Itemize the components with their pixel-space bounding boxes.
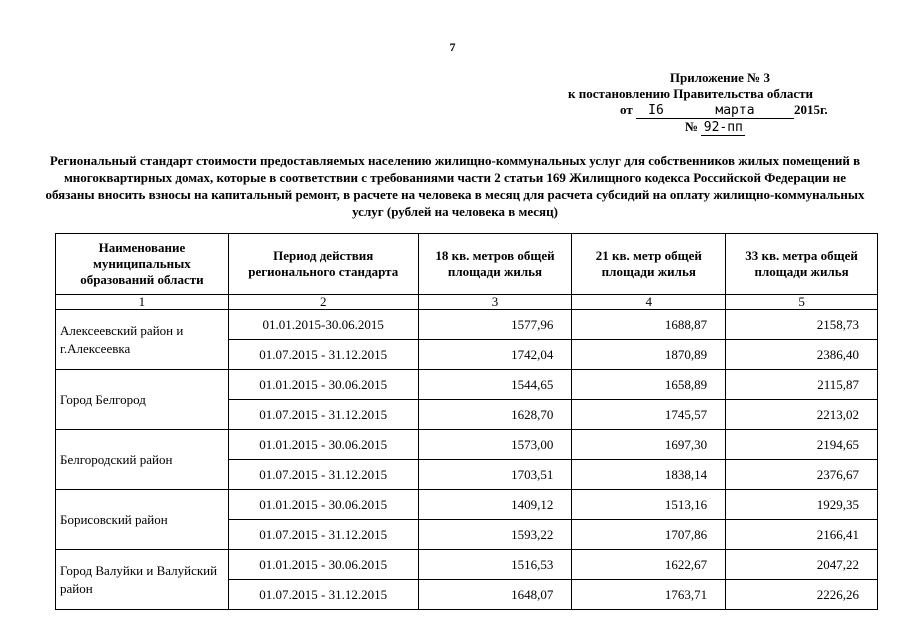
value-18: 1703,51 bbox=[418, 460, 572, 490]
value-18: 1593,22 bbox=[418, 520, 572, 550]
number-prefix: № bbox=[685, 119, 699, 134]
value-21: 1838,14 bbox=[572, 460, 726, 490]
table-row bbox=[56, 430, 878, 460]
table-row bbox=[56, 310, 878, 340]
value-33: 2047,22 bbox=[726, 550, 878, 580]
table-row bbox=[56, 490, 878, 520]
period-cell: 01.01.2015 - 30.06.2015 bbox=[228, 490, 418, 520]
period-cell: 01.01.2015 - 30.06.2015 bbox=[228, 430, 418, 460]
date-day: I6 bbox=[636, 104, 676, 119]
value-21: 1658,89 bbox=[572, 370, 726, 400]
value-33: 2166,41 bbox=[726, 520, 878, 550]
date-year: 2015г. bbox=[793, 102, 828, 117]
value-18: 1742,04 bbox=[418, 340, 572, 370]
column-number: 2 bbox=[228, 295, 418, 310]
page-number: 7 bbox=[449, 40, 456, 54]
value-33: 2226,26 bbox=[726, 580, 878, 610]
period-cell: 01.01.2015-30.06.2015 bbox=[228, 310, 418, 340]
period-cell: 01.07.2015 - 31.12.2015 bbox=[228, 520, 418, 550]
value-21: 1870,89 bbox=[572, 340, 726, 370]
period-cell: 01.01.2015 - 30.06.2015 bbox=[228, 550, 418, 580]
header-21sqm: 21 кв. метр общей площади жилья bbox=[572, 234, 726, 295]
period-cell: 01.07.2015 - 31.12.2015 bbox=[228, 340, 418, 370]
value-33: 2376,67 bbox=[726, 460, 878, 490]
value-21: 1697,30 bbox=[572, 430, 726, 460]
header-period: Период действия регионального стандарта bbox=[228, 234, 418, 295]
appendix-date bbox=[540, 102, 840, 119]
table-row bbox=[56, 370, 878, 400]
period-cell: 01.07.2015 - 31.12.2015 bbox=[228, 460, 418, 490]
value-21: 1513,16 bbox=[572, 490, 726, 520]
value-33: 2386,40 bbox=[726, 340, 878, 370]
header-municipality: Наименование муниципальных образований области bbox=[56, 234, 229, 295]
date-prefix: от bbox=[620, 102, 633, 117]
value-21: 1622,67 bbox=[572, 550, 726, 580]
appendix-resolution: к постановлению Правительства области bbox=[568, 86, 814, 101]
value-33: 2194,65 bbox=[726, 430, 878, 460]
appendix-number bbox=[540, 119, 840, 136]
value-18: 1628,70 bbox=[418, 400, 572, 430]
column-number: 4 bbox=[572, 295, 726, 310]
value-33: 2213,02 bbox=[726, 400, 878, 430]
date-month: марта bbox=[676, 104, 794, 119]
table-row bbox=[56, 550, 878, 580]
header-18sqm: 18 кв. метров общей площади жилья bbox=[418, 234, 572, 295]
region-name: Город Белгород bbox=[56, 370, 229, 430]
value-18: 1577,96 bbox=[418, 310, 572, 340]
value-21: 1763,71 bbox=[572, 580, 726, 610]
region-name: Белгородский район bbox=[56, 430, 229, 490]
value-33: 1929,35 bbox=[726, 490, 878, 520]
appendix-title: Приложение № 3 bbox=[669, 70, 770, 85]
value-21: 1707,86 bbox=[572, 520, 726, 550]
value-18: 1648,07 bbox=[418, 580, 572, 610]
document-title: Региональный стандарт стоимости предоставляемых населению жилищно-коммунальных услуг для собственников жилых помещений в многоквартирных домах, которые в соответствии с требованиями части 2 статьи 169 Жилищного кодекса Российской Федерации не обязаны вносить взносы на капитальный ремонт, в расчете на человека в месяц для расчета субсидий на оплату жилищно-коммунальных услуг (рублей на человека в месяц) bbox=[45, 153, 865, 219]
number-value: 92-пп bbox=[701, 121, 745, 136]
region-name: Борисовский район bbox=[56, 490, 229, 550]
value-18: 1516,53 bbox=[418, 550, 572, 580]
header-33sqm: 33 кв. метра общей площади жилья bbox=[726, 234, 878, 295]
appendix-header bbox=[540, 70, 840, 136]
value-18: 1409,12 bbox=[418, 490, 572, 520]
value-21: 1745,57 bbox=[572, 400, 726, 430]
value-18: 1544,65 bbox=[418, 370, 572, 400]
period-cell: 01.07.2015 - 31.12.2015 bbox=[228, 580, 418, 610]
region-name: Город Валуйки и Валуйский район bbox=[56, 550, 229, 610]
period-cell: 01.01.2015 - 30.06.2015 bbox=[228, 370, 418, 400]
period-cell: 01.07.2015 - 31.12.2015 bbox=[228, 400, 418, 430]
region-name: Алексеевский район и г.Алексеевка bbox=[56, 310, 229, 370]
value-33: 2115,87 bbox=[726, 370, 878, 400]
column-number: 3 bbox=[418, 295, 572, 310]
value-21: 1688,87 bbox=[572, 310, 726, 340]
column-number: 1 bbox=[56, 295, 229, 310]
value-18: 1573,00 bbox=[418, 430, 572, 460]
standard-table bbox=[55, 233, 878, 610]
column-number: 5 bbox=[726, 295, 878, 310]
value-33: 2158,73 bbox=[726, 310, 878, 340]
